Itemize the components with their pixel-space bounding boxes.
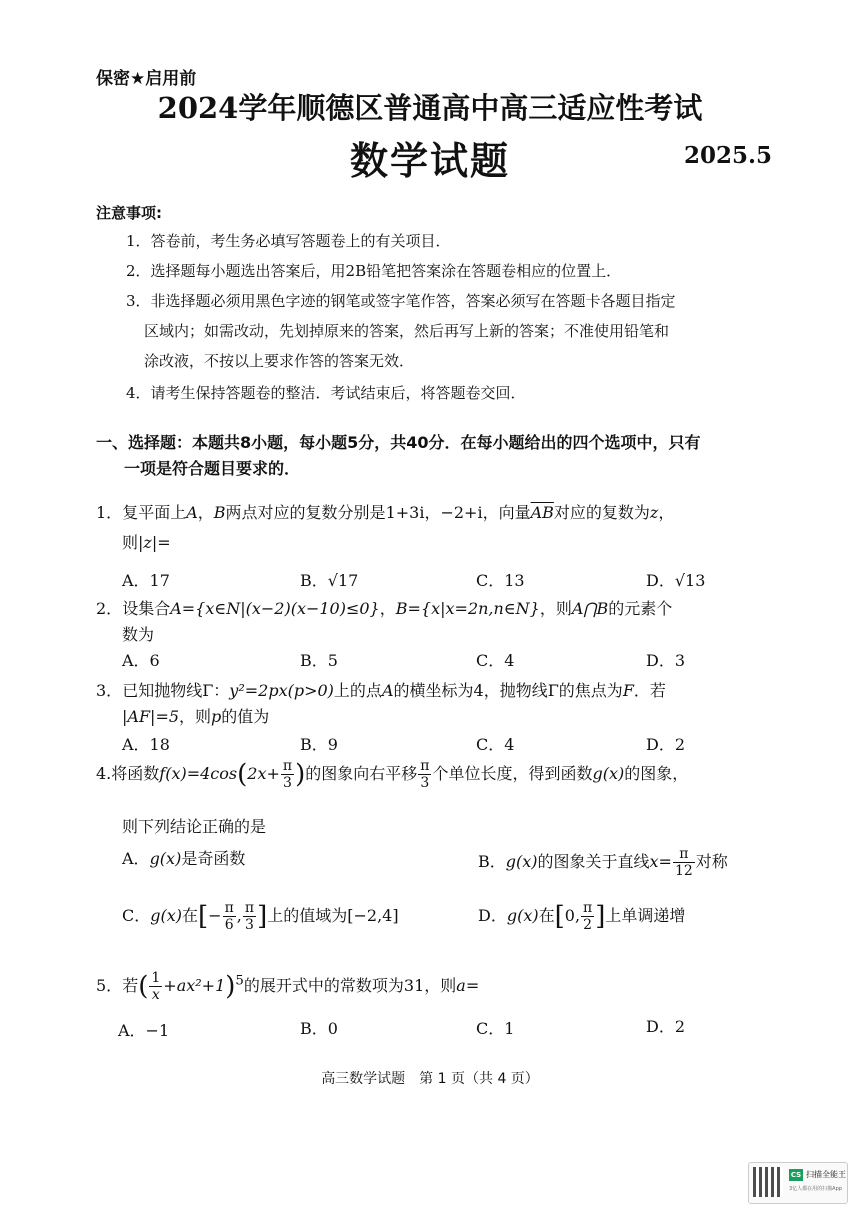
- confidential-label: 保密★启用前: [96, 69, 197, 89]
- exam-date: 2025.5: [684, 142, 773, 169]
- scanner-watermark: [748, 1162, 848, 1204]
- question-3: 3．已知抛物线Γ：y²=2px(p>0)上的点A的横坐标为4，抛物线Γ的焦点为F．若: [96, 681, 666, 700]
- q1-option-a: A．17: [122, 571, 170, 590]
- q2-option-c: C．4: [476, 651, 515, 670]
- q4-option-d: D．g(x)在[0, $\frac{\pi}{2}$ ]上单调递增: [478, 900, 686, 933]
- note-item: 4．请考生保持答题卷的整洁．考试结束后，将答题卷交回．: [126, 384, 526, 402]
- watermark-sub: 3亿人都在用的扫描App: [789, 1186, 842, 1192]
- section-heading-cont: 一项是符合题目要求的．: [124, 459, 301, 478]
- question-3-cont: |AF|=5，则p的值为: [122, 707, 270, 726]
- question-1-cont: 则|z|=: [122, 533, 171, 552]
- vector-ab: $\overline{AB}$: [530, 503, 554, 522]
- note-item: 1．答卷前，考生务必填写答题卷上的有关项目．: [126, 232, 451, 250]
- question-1: 1．复平面上A，B两点对应的复数分别是1+3i，−2+i，向量$\overline{AB}$对应的复数为z，: [96, 503, 675, 522]
- note-item: 2．选择题每小题选出答案后，用2B铅笔把答案涂在答题卷相应的位置上．: [126, 262, 622, 280]
- q1-option-d: D．√13: [646, 571, 706, 590]
- question-4: 4.将函数f(x)=4cos(2x+ $\frac{\pi}{3}$ )的图象向右平移 $\frac{\pi}{3}$ 个单位长度，得到函数g(x)的图象，: [96, 758, 689, 791]
- qr-code-icon: [753, 1167, 783, 1197]
- note-item: 区域内；如需改动，先划掉原来的答案，然后再写上新的答案；不准使用铅笔和: [144, 322, 670, 340]
- q2-option-a: A．6: [122, 651, 160, 670]
- notes-heading: 注意事项:: [96, 204, 162, 222]
- q3-option-c: C．4: [476, 735, 515, 754]
- q1-option-b: B．√17: [300, 571, 359, 590]
- q5-option-a: A．−1: [118, 1021, 170, 1040]
- page-footer: 高三数学试题 第 1 页（共 4 页）: [321, 1071, 539, 1087]
- q4-option-b: B．g(x)的图象关于直线x= $\frac{\pi}{12}$ 对称: [478, 846, 728, 879]
- q3-option-d: D．2: [646, 735, 686, 754]
- q3-option-b: B．9: [300, 735, 338, 754]
- note-item: 涂改液，不按以上要求作答的答案无效．: [144, 352, 415, 370]
- question-4-cont: 则下列结论正确的是: [122, 817, 267, 836]
- note-item: 3．非选择题必须用黑色字迹的钢笔或签字笔作答，答案必须写在答题卡各题目指定: [126, 292, 676, 310]
- q5-option-d: D．2: [646, 1017, 686, 1036]
- q5-option-c: C．1: [476, 1019, 515, 1038]
- q2-option-b: B．5: [300, 651, 338, 670]
- watermark-name: 扫描全能王: [806, 1170, 846, 1179]
- exam-title: 2024学年顺德区普通高中高三适应性考试: [157, 91, 703, 125]
- question-5: 5．若( $\frac{1}{x}$ +ax²+1)$^5$的展开式中的常数项为31，则a=: [96, 970, 480, 1003]
- camscanner-icon: CS: [790, 1171, 802, 1179]
- q4-option-c: C．g(x)在[− $\frac{\pi}{6}$ , $\frac{\pi}{3}$ ]上的值域为[−2,4]: [122, 900, 399, 933]
- q3-option-a: A．18: [122, 735, 170, 754]
- question-2-cont: 数为: [122, 625, 155, 644]
- subject-title: 数学试题: [349, 138, 510, 183]
- q4-option-a: A．g(x)是奇函数: [122, 849, 246, 868]
- section-heading: 一、选择题：本题共8小题，每小题5分，共40分．在每小题给出的四个选项中，只有: [96, 433, 701, 452]
- q5-option-b: B．0: [300, 1019, 338, 1038]
- question-2: 2．设集合A={x∈N|(x−2)(x−10)≤0}，B={x|x=2n,n∈N}，则A⋂B的元素个: [96, 599, 673, 618]
- q2-option-d: D．3: [646, 651, 686, 670]
- q1-option-c: C．13: [476, 571, 525, 590]
